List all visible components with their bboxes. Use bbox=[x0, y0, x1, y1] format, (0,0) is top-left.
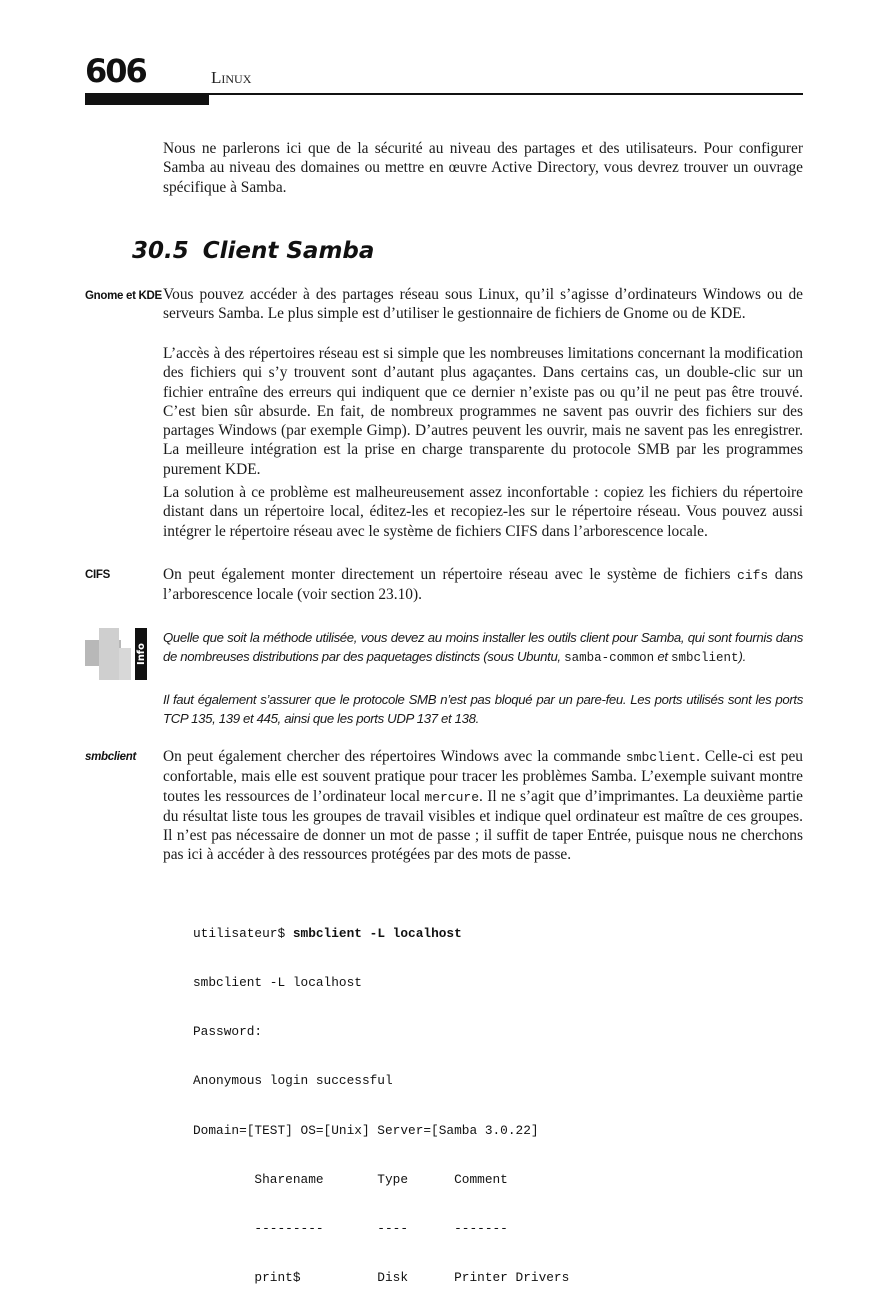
info-paragraph-tools bbox=[163, 628, 803, 668]
code-line: Domain=[TEST] OS=[Unix] Server=[Samba 3.0.22] bbox=[193, 1122, 539, 1138]
margin-note-cifs: CIFS bbox=[85, 569, 110, 581]
paragraph-gnome-kde: Vous pouvez accéder à des partages réseau sous Linux, qu’il s’agisse d’ordinateurs Windows ou de serveurs Samba. Le plus simple est d’utiliser le gestionnaire de fichiers de Gnome ou de KDE. bbox=[163, 286, 803, 323]
intro-paragraph: Nous ne parlerons ici que de la sécurité au niveau des partages et des utilisateurs. Pour configurer Samba au niveau des domaines ou mettre en œuvre Active Directory, vous devrez trouver un ouvrage spécifique à Samba. bbox=[163, 140, 803, 196]
code-listing bbox=[193, 893, 569, 1303]
code-line: Anonymous login successful bbox=[193, 1073, 393, 1089]
info-text-c: ). bbox=[738, 649, 746, 664]
paragraph-cifs-text-a: On peut également monter directement un répertoire réseau avec le système de fichiers bbox=[163, 566, 738, 583]
paragraph-cifs-text-b: dans l’arborescence locale (voir section 23.10). bbox=[163, 566, 803, 604]
paragraph-smbclient-text-a: On peut également chercher des répertoires Windows avec la commande bbox=[163, 748, 626, 765]
paragraph-smbclient bbox=[163, 747, 803, 865]
code-samba-common: samba-common bbox=[564, 651, 655, 665]
code-prompt: utilisateur$ bbox=[193, 925, 293, 941]
section-number: 30.5 bbox=[132, 238, 189, 264]
code-mercure: mercure bbox=[424, 789, 479, 805]
code-smbclient-package: smbclient bbox=[671, 651, 739, 665]
code-line: Password: bbox=[193, 1024, 263, 1040]
code-line: print$ Disk Printer Drivers bbox=[193, 1270, 570, 1286]
running-head: Linux bbox=[211, 68, 252, 87]
section-title: Client Samba bbox=[202, 238, 375, 264]
info-text-b: et bbox=[654, 649, 672, 664]
paragraph-smbclient-text-c: . Il ne s’agit que d’imprimantes. La deuxième partie du résultat liste tous les groupes de travail visibles et indique quel ordinateur est maître de ces groupes. Il n’est pas nécessaire de donner un mot de passe ; il suffit de taper Entrée, puisque nous ne cherchons pas ici à accéder à des ressources protégées par des mots de passe. bbox=[163, 787, 804, 864]
code-line-command bbox=[193, 926, 569, 942]
paragraph-cifs bbox=[163, 565, 803, 605]
code-line: Sharename Type Comment bbox=[193, 1171, 508, 1187]
info-icon bbox=[85, 628, 147, 680]
info-text-a: Quelle que soit la méthode utilisée, vous devez au moins installer les outils client pour Samba, qui sont fournis dans de nombreuses distributions par des paquetages distincts (sous Ubuntu, bbox=[163, 630, 803, 664]
code-line: smbclient -L localhost bbox=[193, 975, 362, 991]
section-heading bbox=[132, 238, 374, 264]
code-smbclient: smbclient bbox=[625, 750, 697, 765]
margin-note-gnome-kde: Gnome et KDE bbox=[85, 290, 162, 302]
info-icon-label: Info bbox=[136, 642, 147, 666]
paragraph-smbclient-text-b: . Celle-ci est peu confortable, mais elle est souvent pratique pour tracer les problèmes Samba. L’exemple suivant montre toutes les ressources de l’ordinateur local bbox=[163, 748, 803, 805]
margin-note-smbclient: smbclient bbox=[85, 751, 136, 763]
code-cifs: cifs bbox=[737, 568, 769, 583]
code-command: smbclient -L localhost bbox=[292, 925, 462, 941]
code-line: --------- ---- ------- bbox=[193, 1221, 508, 1237]
info-paragraph-firewall: Il faut également s’assurer que le protocole SMB n’est pas bloqué par un pare-feu. Les ports utilisés sont les ports TCP 135, 139 et 445, ainsi que les ports UDP 137 et 138. bbox=[163, 692, 803, 726]
header-rule-block bbox=[85, 95, 209, 105]
paragraph-limitations: L’accès à des répertoires réseau est si simple que les nombreuses limitations concernant la modification des fichiers qui s’y trouvent sont d’autant plus agaçantes. Dans certains cas, un double-clic sur un fichier entraîne des erreurs qui indiquent que ce dernier n’existe pas ou qu’il ne peut pas être trouvé. C’est bien sûr absurde. En fait, de nombreux programmes ne savent pas ouvrir des fichiers sur des partages Windows (par exemple Gimp). D’autres peuvent les ouvrir, mais ne savent pas les enregistrer. La meilleure intégration est la prise en charge transparente du protocole SMB par les programmes purement KDE. bbox=[163, 345, 803, 478]
paragraph-solution: La solution à ce problème est malheureusement assez inconfortable : copiez les fichiers du répertoire distant dans un répertoire local, éditez-les et recopiez-les sur le répertoire réseau. Vous pouvez aussi intégrer le répertoire réseau avec le système de fichiers CIFS dans l’arborescence locale. bbox=[163, 484, 803, 540]
page-number: 606 bbox=[85, 52, 146, 90]
